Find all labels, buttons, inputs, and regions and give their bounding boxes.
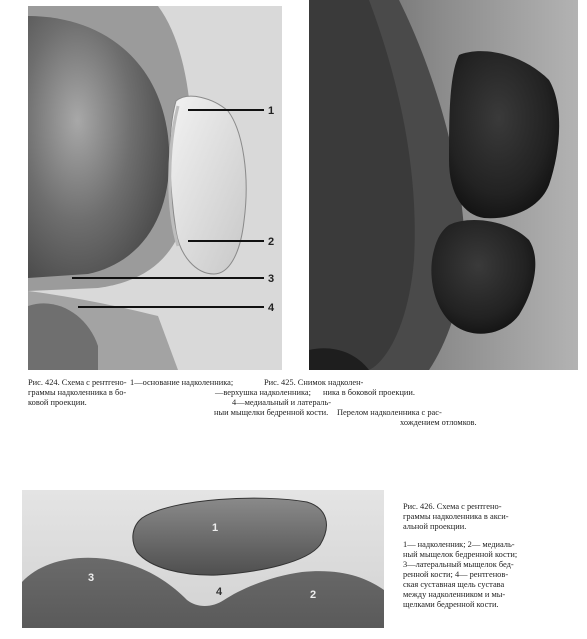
caption-424-line-3: ковой проекции. [28,398,87,407]
caption-426-legend-2: ный мыщелок бедренной кости; [403,550,518,559]
figure-425-radiograph [309,0,578,370]
caption-426-legend-4: ренной кости; 4— рентгенов- [403,570,509,579]
marker-2-axial: 2 [310,589,317,601]
caption-426-legend-6: между надколенником и мы- [403,590,506,599]
caption-424 [28,378,127,408]
caption-426-legend-1: 1— надколенник; 2— медиаль- [403,540,515,549]
caption-426-legend-5: ская суставная щель сустава [403,580,505,589]
caption-424-legend-3: 4—медиальный и латераль- [232,398,332,407]
caption-424-legend-1: 1—основание надколенника; [130,378,234,387]
caption-424-legend-end [214,408,328,418]
marker-3-axial: 3 [88,572,95,584]
caption-425-line-1: Рис. 425. Снимок надколен- [264,378,364,387]
caption-425-line-2: ника в боковой проекции. [323,388,415,397]
caption-424-line-2: граммы надколенника в бо- [28,388,127,397]
caption-426-legend-7: щелками бедренной кости. [403,600,499,609]
caption-426-line-1: Рис. 426. Схема с рентгено- [403,502,502,511]
caption-426-legend [403,540,517,610]
caption-425-3 [337,408,442,418]
caption-424-legend-4: ныи мыщелки бедренной кости. [214,408,329,417]
marker-3: 3 [268,273,275,285]
marker-1: 1 [268,105,275,117]
caption-425-line-3: Перелом надколенника с рас- [337,408,442,417]
marker-1-axial: 1 [212,522,219,534]
caption-424-legend-condyles [232,398,331,408]
caption-424-legend-2: —верхушка надколенника; [215,388,311,397]
marker-4: 4 [268,302,275,314]
caption-426-legend-3: 3—латеральный мыщелок бед- [403,560,514,569]
caption-426-line-3: альной проекции. [403,522,467,531]
caption-425-line-4: хождением отломков. [400,418,477,427]
caption-424-legend-apex [215,388,311,398]
upper-fragment [449,51,559,218]
caption-424-legend [130,378,233,388]
patella-shape [170,96,246,274]
figure-424-schematic [28,6,282,370]
caption-426-title [403,502,509,532]
caption-425 [264,378,363,388]
marker-2: 2 [268,236,275,248]
caption-425-2 [323,388,415,398]
caption-425-4 [400,418,477,428]
caption-426-line-2: граммы надколенника в акси- [403,512,509,521]
figure-426-schematic [22,490,384,628]
caption-424-line-1: Рис. 424. Схема с рентгено- [28,378,127,387]
marker-4-axial: 4 [216,586,223,598]
